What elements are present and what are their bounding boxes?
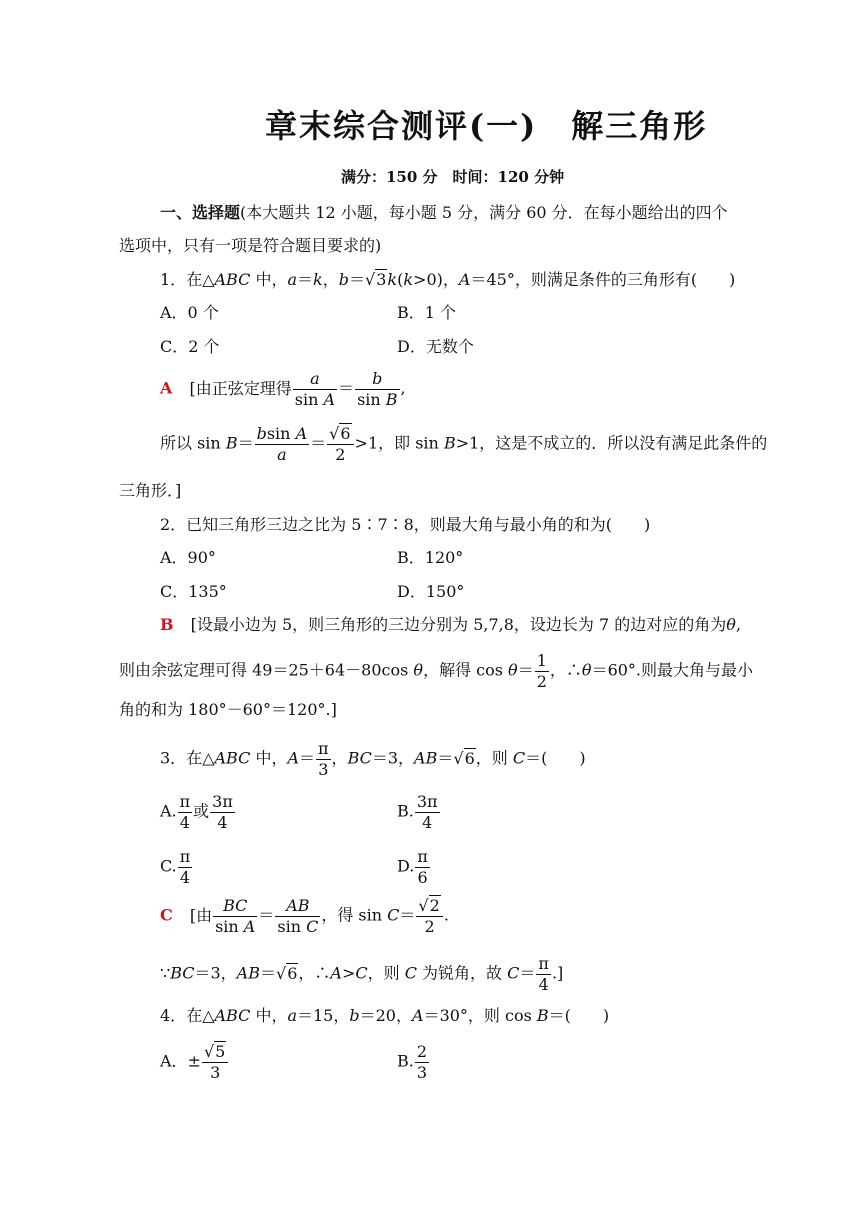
question-4-option-b[interactable]: B. $\frac{2}{3}$ (397, 1042, 428, 1082)
question-2-answer: B (160, 615, 174, 634)
question-1-explanation-line-2: 所以 sin B＝ $\frac{\text{bsin A}}{a}$ ＝ $\frac{√6}{2}$ >1，即 sin B>1，这是不成立的．所以没有满足此条件的 (160, 424, 768, 464)
question-4-option-a[interactable]: A．± $\frac{√5}{3}$ (160, 1043, 229, 1081)
question-1-explanation-line-1: A [由正弦定理得 $\frac{a}{\text{sin A}}$ ＝ $\frac{b}{\text{sin B}}$ , (160, 369, 406, 409)
question-2-option-a[interactable]: A．90° (160, 548, 216, 567)
question-2-stem: 2．已知三角形三边之比为 5∶7∶8，则最大角与最小角的和为( ) (160, 515, 651, 534)
question-2-option-c[interactable]: C．135° (160, 582, 227, 601)
exam-meta: 满分：150 分 时间：120 分钟 (341, 168, 565, 186)
question-4-stem: 4．在△ABC 中，a＝15，b＝20，A＝30°，则 cos B＝( ) (160, 1006, 610, 1025)
section-intro (160, 205, 728, 221)
question-3-explanation-line-1: C [由 $\frac{BC}{\text{sin A}}$ ＝ $\frac{AB}{\text{sin C}}$ ，得 sin C＝ $\frac{√2}{2}$ . (160, 896, 449, 936)
question-3-option-c[interactable]: C. $\frac{\pi}{4}$ (160, 847, 191, 887)
question-1-option-c[interactable]: C．2 个 (160, 337, 220, 356)
section-desc-2: 选项中，只有一项是符合题目要求的) (119, 236, 382, 255)
question-3-stem: 3．在△ABC 中，A＝ $\frac{\pi}{3}$ ，BC＝3，AB＝√6，则 C＝( ) (160, 739, 586, 779)
question-3-explanation-line-2: ∵BC＝3，AB＝√6，∴A>C，则 C 为锐角，故 C＝ $\frac{\pi}{4}$ .] (160, 954, 564, 994)
section-heading: 一、选择题 (160, 203, 241, 222)
question-2-explanation-line-3: 角的和为 180°－60°＝120°.] (119, 700, 337, 719)
question-2-explanation-line-1: B [设最小边为 5，则三角形的三边分别为 5,7,8，设边长为 7 的边对应的角为θ, (160, 615, 742, 634)
question-3-option-d[interactable]: D. $\frac{\pi}{6}$ (397, 847, 428, 887)
question-2-option-b[interactable]: B．120° (397, 548, 464, 567)
question-3-option-b[interactable]: B. $\frac{3\pi}{4}$ (397, 792, 438, 832)
question-1-option-d[interactable]: D．无数个 (397, 337, 474, 356)
question-2-explanation-line-2: 则由余弦定理可得 49＝25＋64－80cos θ，解得 cos θ＝ $\frac{1}{2}$ ，∴θ＝60°.则最大角与最小 (119, 651, 754, 691)
section-desc-1: (本大题共 12 小题，每小题 5 分，满分 60 分．在每小题给出的四个 (240, 203, 728, 222)
question-1-stem: 1．在△ABC 中，a＝k，b＝√3k(k>0)，A＝45°，则满足条件的三角形有( ) (160, 270, 736, 289)
question-1-option-b[interactable]: B．1 个 (397, 303, 457, 322)
question-3-option-a[interactable]: A. $\frac{\pi}{4}$ 或 $\frac{3\pi}{4}$ (160, 792, 233, 832)
question-1-explanation-line-3: 三角形．] (119, 481, 182, 500)
question-3-answer: C (160, 905, 173, 925)
page-title: 章末综合测评(一) 解三角形 (265, 107, 708, 145)
question-1-answer: A (160, 378, 173, 398)
question-1-option-a[interactable]: A．0 个 (160, 303, 219, 322)
question-2-option-d[interactable]: D．150° (397, 582, 465, 601)
